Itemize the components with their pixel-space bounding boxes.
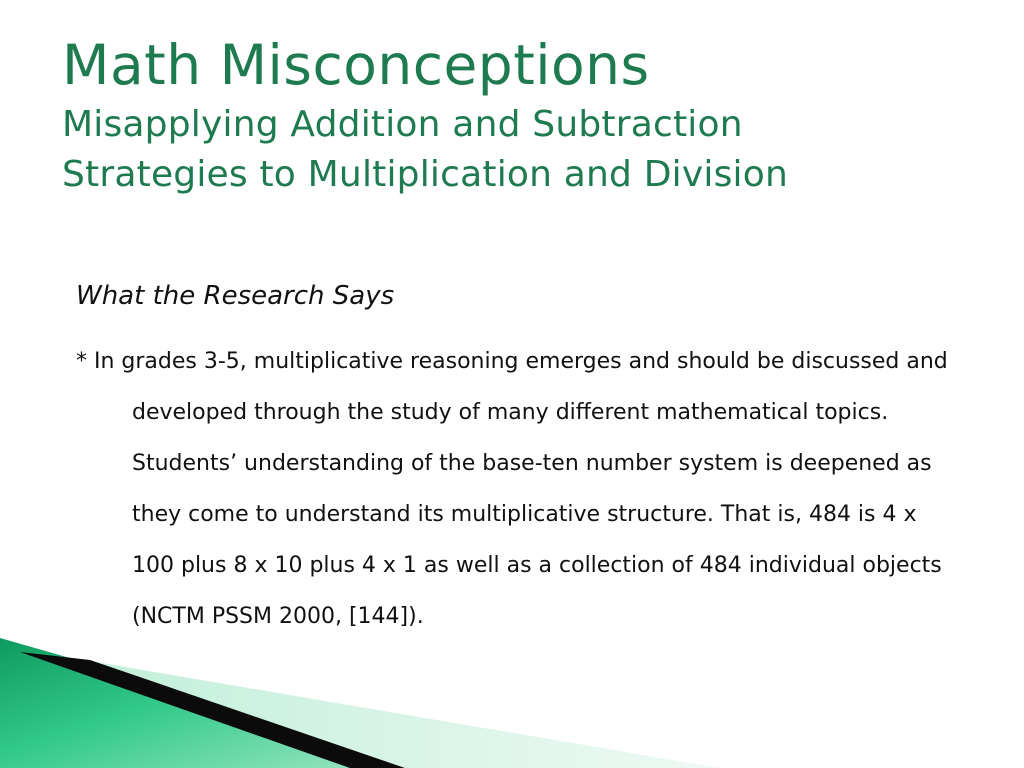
section-heading: What the Research Says (76, 281, 395, 311)
content-area (76, 276, 956, 642)
slide-title: Math Misconceptions (62, 33, 650, 97)
slide-subtitle-line-1: Misapplying Addition and Subtraction (62, 104, 743, 145)
slide-subtitle-line-2: Strategies to Multiplication and Division (62, 154, 788, 195)
decorative-corner-graphic (0, 638, 720, 768)
title-block (62, 30, 1012, 200)
research-paragraph: * In grades 3-5, multiplicative reasoning emerges and should be discussed and developed through the study of many different mathematical topics. Students’ understanding of the base-ten number system is deepened as they come to understand its multiplicative structure. That is, 484 is 4 x 100 plus 8 x 10 plus 4 x 1 as well as a collection of 484 individual objects (NCTM PSSM 2000, [144]). (76, 349, 948, 629)
